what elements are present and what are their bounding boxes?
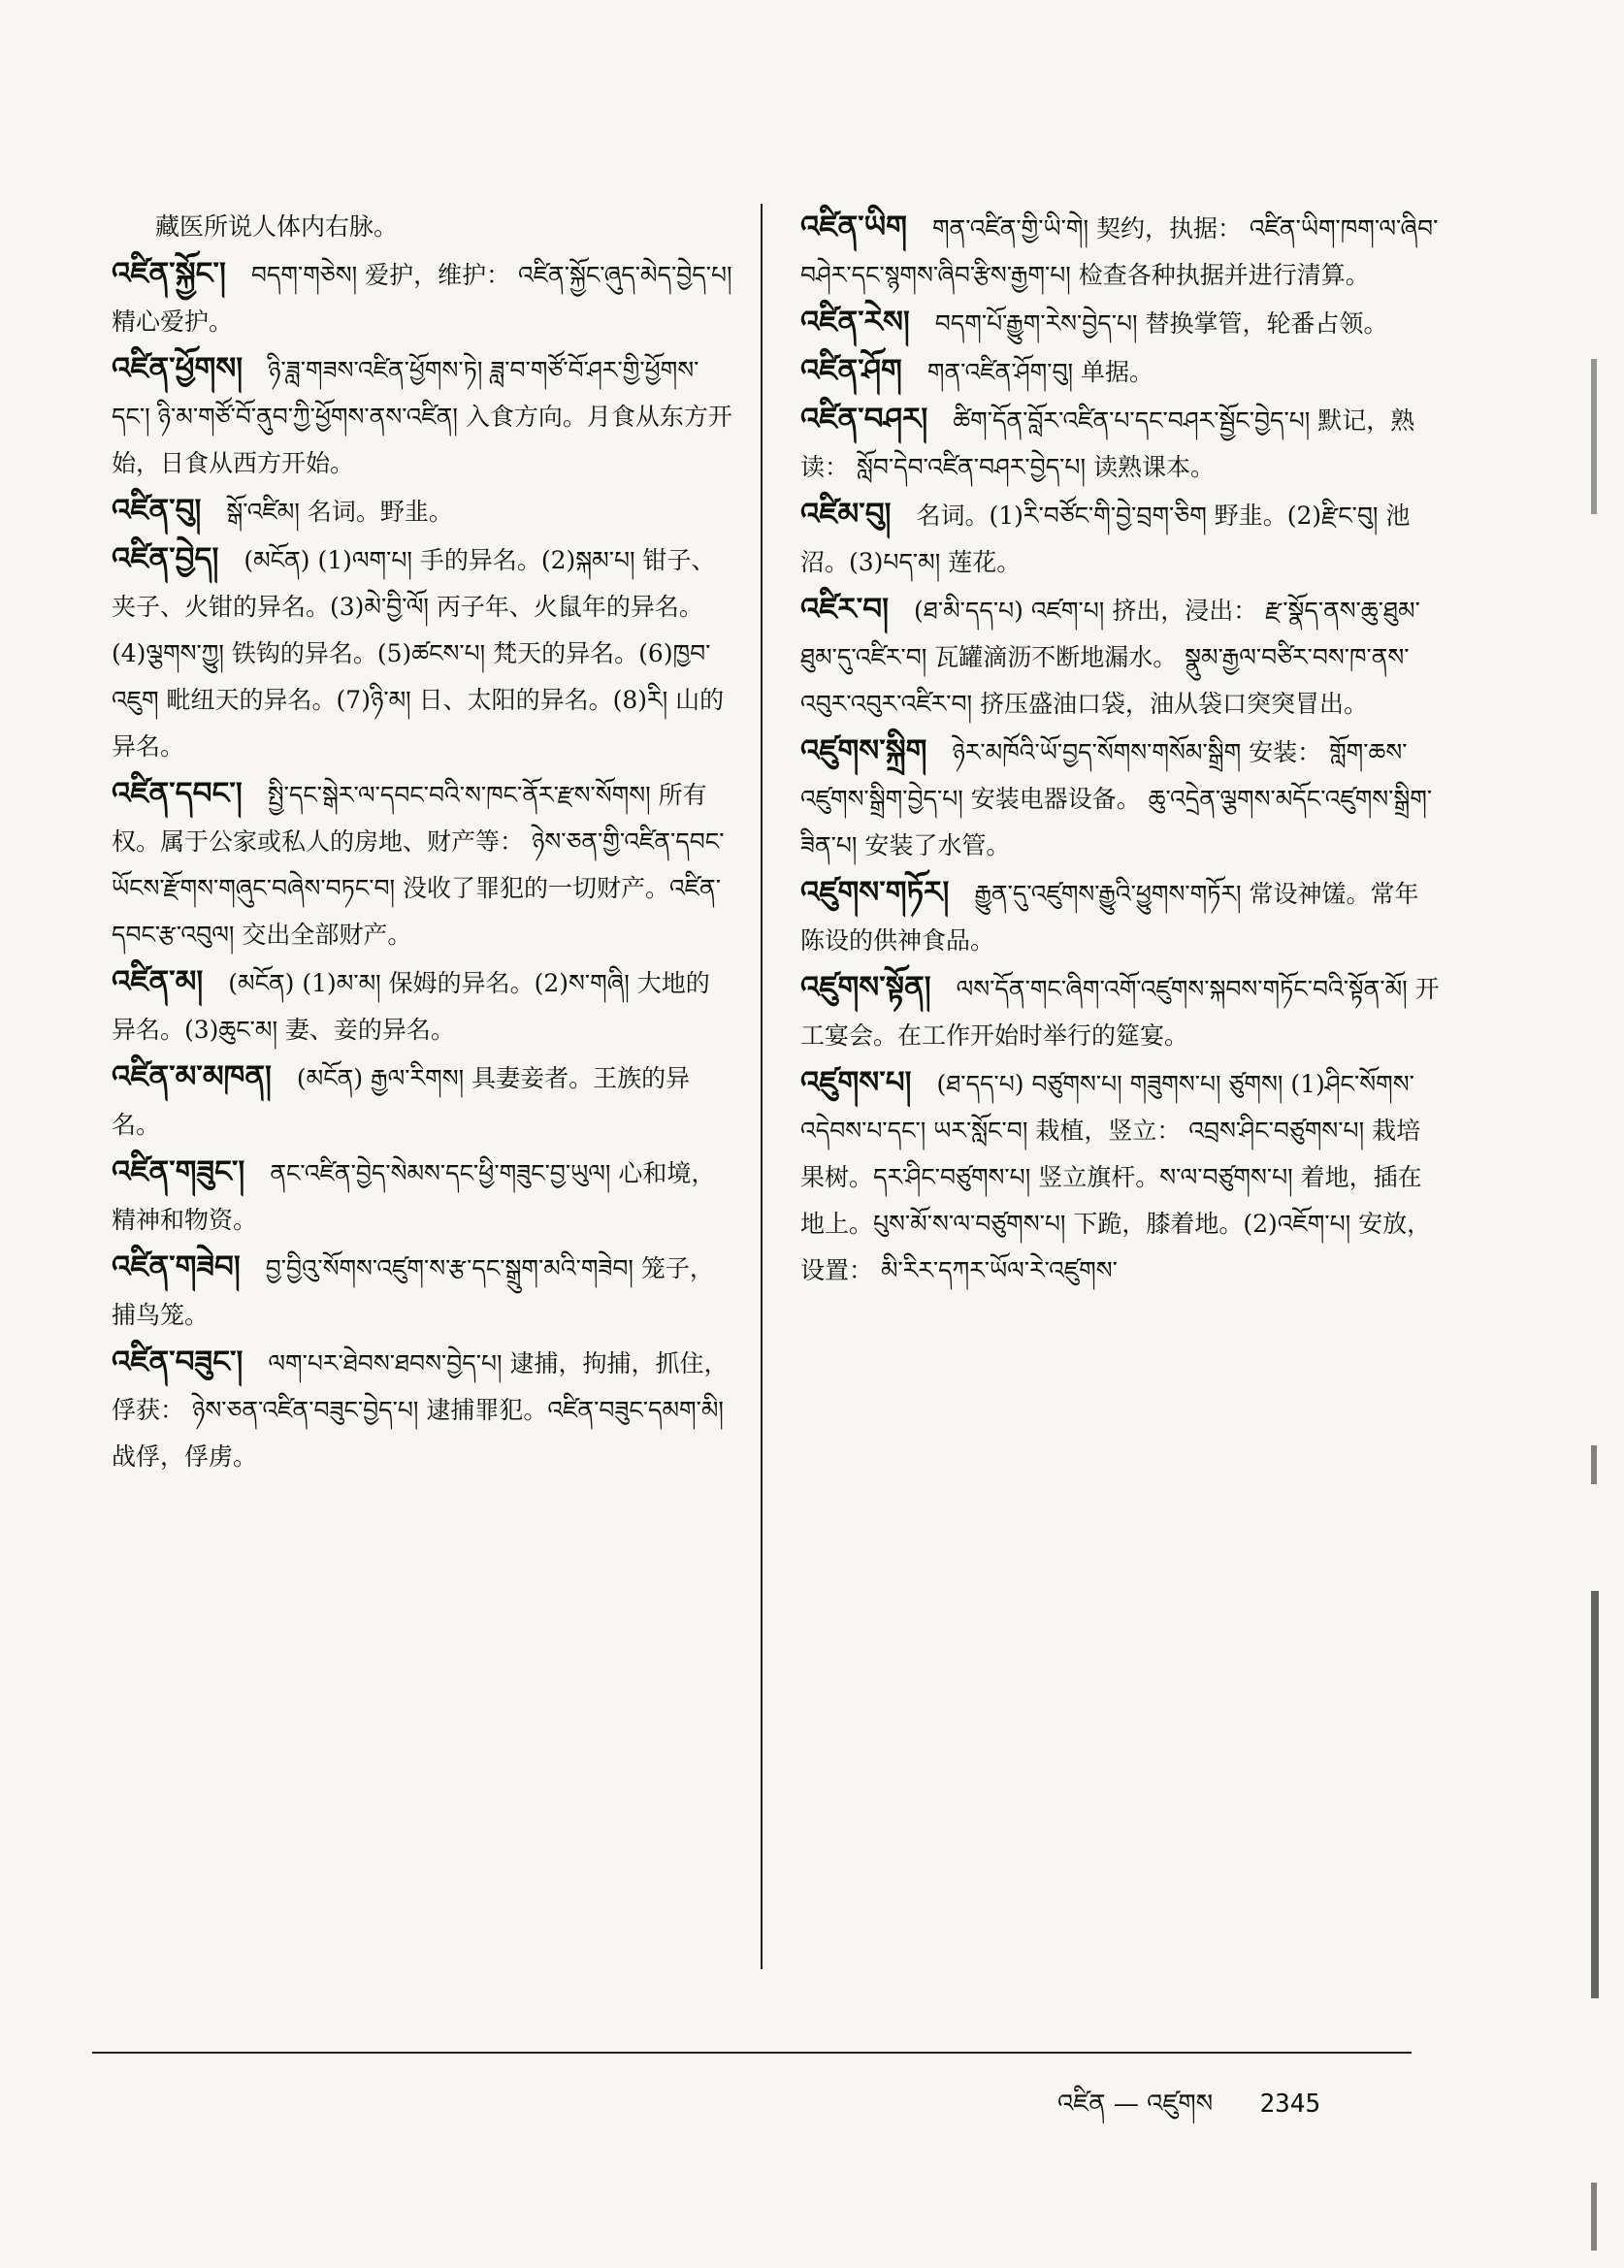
scan-mark — [1591, 1591, 1599, 1998]
dictionary-entry — [112, 535, 732, 770]
entry-headword: འཛིན་ཤོག — [800, 353, 902, 388]
dictionary-entry — [112, 1244, 732, 1339]
dictionary-entry — [112, 1339, 732, 1480]
entry-definition: 名词。(1)རི་བཙོང་གི་བྱེ་བྲག་ཅིག 野韭。(2)རྫིང་བུ། 池沼。(3)པད་མ། 莲花。 — [800, 502, 1411, 576]
entry-definition: སྒོ་འཛིམ། 名词。野韭。 — [226, 498, 453, 526]
footer-headword-range: འཛིན — འཛུགས — [1057, 2090, 1214, 2119]
scan-mark — [1591, 1445, 1597, 1484]
entry-headword: འཛིན་བྱེད། — [112, 541, 219, 576]
entry-headword: འཛིན་གཟུང་། — [112, 1154, 245, 1189]
dictionary-entry — [112, 958, 732, 1053]
entry-definition: (མངོན) རྒྱལ་རིགས། 具妻妾者。王族的异名。 — [112, 1064, 691, 1139]
right-column — [800, 204, 1441, 1294]
scan-mark — [1591, 2183, 1597, 2251]
left-column — [112, 204, 732, 1480]
entry-definition: ནང་འཛིན་བྱེད་སེམས་དང་ཕྱི་གཟུང་བྱ་ཡུལ། 心和境，精神和物资。 — [112, 1159, 716, 1234]
entry-definition: ཉི་ཟླ་གཟས་འཛིན་ཕྱོགས་ཏེ། ཟླ་བ་གཙོ་བོ་ཤར་གྱི་ཕྱོགས་དང་། ཉི་མ་གཙོ་བོ་ནུབ་ཀྱི་ཕྱོགས་ནས་འཛིན། 入食方向。月食从东方开始，日食从西方开始。 — [112, 356, 732, 477]
entry-headword: འཛིན་བུ། — [112, 493, 202, 528]
entry-definition: (མངོན) (1)ལག་པ། 手的异名。(2)སྐམ་པ། 钳子、夹子、火钳的异名。(3)མེ་བྱི་ལོ། 丙子年、火鼠年的异名。(4)ལྕགས་ཀྱུ། 铁钩的异名。(5)ཚངས་པ། 梵天的异名。(6)ཁྱབ་འཇུག 毗纽天的异名。(7)ཉི་མ། 日、太阳的异名。(8)རི། 山的异名。 — [112, 546, 725, 761]
entry-definition: ཚིག་དོན་བློར་འཛིན་པ་དང་བཤར་སྦྱོང་བྱེད་པ། 默记，熟读： སློབ་དེབ་འཛིན་བཤར་བྱེད་པ། 读熟课本。 — [800, 406, 1415, 481]
dictionary-entry — [800, 491, 1441, 586]
column-divider — [761, 204, 763, 1969]
entry-definition: (ཐ་མི་དད་པ) འཛག་པ། 挤出，浸出： རྫ་སྣོད་ནས་ཆུ་ཐུམ་ཐུམ་དུ་འཛིར་བ། 瓦罐滴沥不断地漏水。 སྣུམ་རྒྱལ་བཙིར་བས་ཁ་ནས་འབུར་འབུར་འཛིར་བ། 挤压盛油口袋，油从袋口突突冒出。 — [800, 597, 1420, 718]
entry-headword: འཛིན་ཡིག — [800, 210, 907, 244]
entry-definition: བདག་པོ་རྒྱུག་རེས་བྱེད་པ། 替换掌管，轮番占领。 — [934, 309, 1388, 338]
dictionary-entry — [112, 345, 732, 487]
page-number: 2345 — [1259, 2090, 1321, 2119]
entry-headword: འཛུགས་སྐྲིག — [800, 733, 927, 768]
entry-definition: བྱ་བྱིའུ་སོགས་འཛུག་ས་རྩ་དང་སྒྲུག་མའི་གཟེབ། 笼子，捕鸟笼。 — [112, 1254, 714, 1329]
dictionary-entry — [800, 299, 1441, 347]
footer-rule — [92, 2052, 1412, 2054]
dictionary-entry — [800, 728, 1441, 869]
dictionary-entry — [112, 1053, 732, 1149]
entry-headword: འཛིན་བཤར། — [800, 402, 928, 437]
entry-definition: 藏医所说人体内右脉。 — [155, 212, 399, 241]
dictionary-entry — [112, 1149, 732, 1244]
dictionary-entry — [800, 1059, 1441, 1294]
entry-headword: འཛིན་གཟེབ། — [112, 1249, 241, 1284]
entry-headword: འཛིན་ཕྱོགས། — [112, 351, 244, 386]
entry-definition: རྒྱུན་དུ་འཛུགས་རྒྱུའི་ཕྱུགས་གཏོར། 常设神馐。常年陈设的供神食品。 — [800, 880, 1419, 955]
entry-definition: གན་འཛིན་ཤོག་བུ། 单据。 — [926, 358, 1153, 386]
entry-headword: འཛིན་རེས། — [800, 305, 910, 340]
entry-headword: འཛིན་མ་མཁན། — [112, 1059, 272, 1094]
entry-headword: འཛིན་བཟུང་། — [112, 1345, 244, 1379]
dictionary-entry — [112, 487, 732, 535]
entry-definition: སྤྱི་དང་སྒེར་ལ་དབང་བའི་ས་ཁང་ནོར་རྫས་སོགས། 所有权。属于公家或私人的房地、财产等： ཉེས་ཅན་གྱི་འཛིན་དབང་ཡོངས་རྫོགས་གཞུང་བཞེས་བཏང་བ། 没收了罪犯的一切财产。འཛིན་དབང་རྩ་འབུལ། 交出全部财产。 — [112, 781, 725, 949]
dictionary-entry — [800, 586, 1441, 728]
dictionary-entry — [800, 869, 1441, 964]
dictionary-entry — [112, 250, 732, 345]
entry-headword: འཛིར་བ། — [800, 592, 890, 627]
entry-headword: འཛུགས་གཏོར། — [800, 875, 950, 910]
entry-headword: འཛིན་མ། — [112, 964, 204, 999]
dictionary-entry — [800, 964, 1441, 1059]
entry-definition: ལག་པར་ཐེབས་ཐབས་བྱེད་པ། 逮捕，拘捕，抓住，俘获： ཉེས་ཅན་འཛིན་བཟུང་བྱེད་པ། 逮捕罪犯。འཛིན་བཟུང་དམག་མི། 战俘，俘虏。 — [112, 1349, 729, 1471]
dictionary-entry — [800, 396, 1441, 491]
dictionary-entry — [112, 204, 732, 250]
entry-definition: ལས་དོན་གང་ཞིག་འགོ་འཛུགས་སྐབས་གཏོང་བའི་སྟོན་མོ། 开工宴会。在工作开始时举行的筵宴。 — [800, 975, 1440, 1050]
entry-definition: བདག་གཅེས། 爱护，维护： འཛིན་སྐྱོང་ཞུད་མེད་བྱེད་པ། 精心爱护。 — [112, 261, 732, 336]
page-footer — [1057, 2076, 1320, 2147]
scan-mark — [1591, 359, 1597, 514]
dictionary-entry — [112, 770, 732, 958]
entry-headword: འཛིམ་བུ། — [800, 497, 892, 532]
entry-headword: འཛིན་དབང་། — [112, 776, 243, 811]
entry-headword: འཛུགས་པ། — [800, 1065, 912, 1100]
entry-definition: (མངོན) (1)མ་མ། 保姆的异名。(2)ས་གཞི། 大地的异名。(3)ཆུང་མ། 妻、妾的异名。 — [112, 969, 710, 1044]
entry-definition: (ཐ་དད་པ) བཙུགས་པ། གཟུགས་པ། ཙུགས། (1)ཤིང་སོགས་འདེབས་པ་དང་། ཡར་སློང་བ། 栽植，竖立： འབྲས་ཤིང་བཙུགས་པ། 栽培果树。དར་ཤིང་བཙུགས་པ། 竖立旗杆。ས་ལ་བཙུགས་པ། 着地，插在地上。པུས་མོ་ས་ལ་བཙུགས་པ། 下跪，膝着地。(2)འཇོག་པ། 安放，设置： མི་རིར་དཀར་ཡོལ་རེ་འཛུགས་ — [800, 1070, 1432, 1284]
entry-headword: འཛིན་སྐྱོང་། — [112, 256, 226, 291]
entry-headword: འཛུགས་སྟོན། — [800, 970, 931, 1005]
entry-definition: ཉེར་མཁོའི་ཡོ་བྱད་སོགས་གསོམ་སྒྲིག 安装： གློག་ཆས་འཛུགས་སྒྲིག་བྱེད་པ། 安装电器设备。 ཆུ་འདྲེན་ལྕགས་མདོང་འཛུགས་སྒྲིག་ཟིན་པ། 安装了水管。 — [800, 738, 1433, 859]
entry-definition: གན་འཛིན་གྱི་ཡི་གེ། 契约，执据： འཛིན་ཡིག་ཁག་ལ་ཞིབ་བཤེར་དང་སྙགས་ཞིབ་རྩིས་རྒྱག་པ། 检查各种执据并进行清算。 — [800, 214, 1439, 289]
dictionary-entry — [800, 347, 1441, 396]
dictionary-entry — [800, 204, 1441, 299]
